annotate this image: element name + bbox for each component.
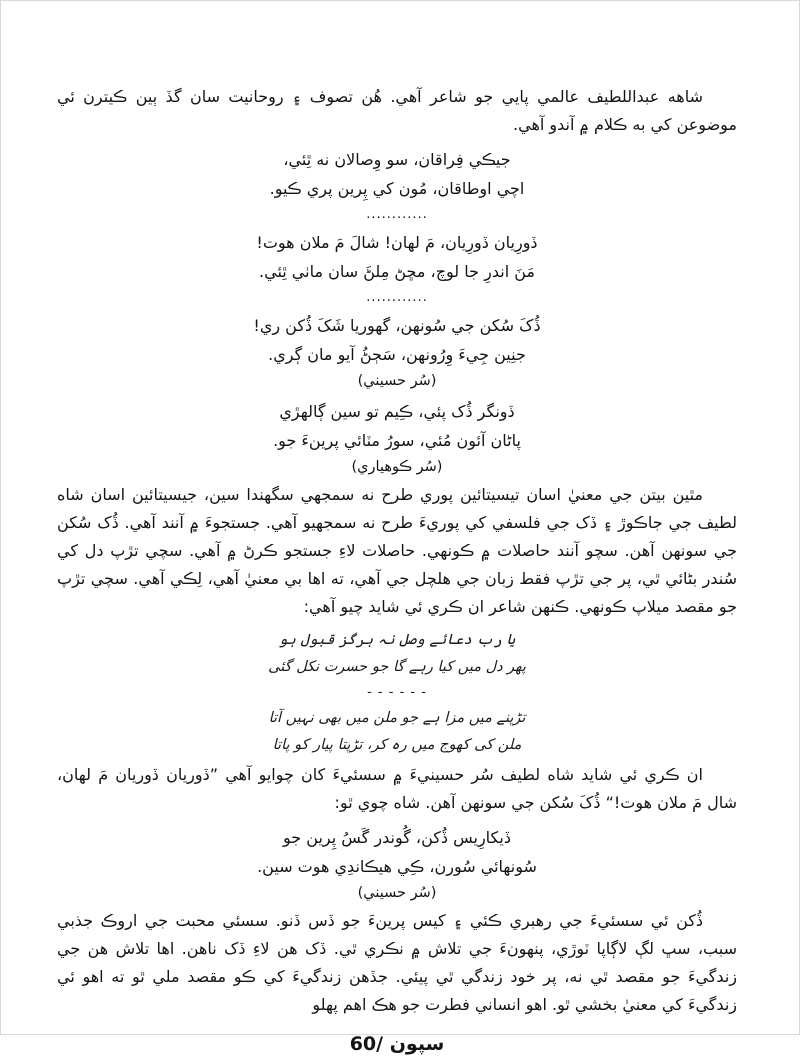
page-content <box>1 1 799 1059</box>
verse-attribution: (سُر حسيني) <box>357 885 437 901</box>
page-footer: سپون /60 <box>349 1033 445 1055</box>
dots-separator: ............ <box>366 207 428 222</box>
verse-line: جيڪي فِراقان، سو وِصالان نه ٿِئي، <box>283 150 511 169</box>
closing-paragraph: ڏُکن ئي سسئيءَ جي رهبري ڪئي ۽ کيس پرينءَ جو ڏس ڏنو. سسئي محبت جي اروڪ جذبي سبب، سڀ لڳ لاڳاپا ٽوڙي، پنهونءَ جي تلاش ۾ نڪري ٿي. ڏک هن لاءِ ڏک ناهن. اها تلاش هن جي زندگيءَ جو مقصد ٿي نه، پر خود زندگي ٿي پيئي. جڏهن زندگيءَ کي ڪو مقصد ملي ٿو ته اهو ئي زندگيءَ کي معنيٰ بخشي ٿو. اهو انساني فطرت جو هڪ اهم پهلو <box>57 911 737 1014</box>
verse-line: ڏُکَ سُکن جي سُونهن، گهوريا شَکَ ڏُکن ري! <box>253 316 541 335</box>
urdu-verse-line: پھر دل ميں کيا رہے گا جو حسرت نکل گئی <box>268 659 526 675</box>
sindhi-verse-3 <box>57 311 737 393</box>
verse-line: پاڻان آئون مُئي، سورُ مٽائي پرينءَ جو. <box>273 431 521 450</box>
verse-attribution: (سُر حسيني) <box>357 373 437 389</box>
verse-line: اچي اوطاقان، مُون کي پِرين پري ڪيو. <box>269 179 525 198</box>
verse-attribution: (سُر ڪوهياري) <box>351 459 443 475</box>
sindhi-verse-1 <box>57 145 737 203</box>
verse-line: سُونهائي سُورن، ڪِي هيڪاندِي هوت سين. <box>257 857 537 876</box>
verse-line: جنِين جِيءَ وِرُونهن، سَڄڻُ آيو مان ڳري. <box>268 345 526 364</box>
dashes-separator: - - - - - - <box>367 685 427 700</box>
verse-line: ڏونگر ڏُک پئي، ڪِيم تو سين ڳالهڙي <box>279 402 515 421</box>
sindhi-verse-4 <box>57 397 737 479</box>
verse-line: ڏورِيان ڏورِيان، مَ لهان! شالَ مَ ملان هوت! <box>256 233 538 252</box>
urdu-verse-line: يا رب دعائے وصل نہ ہرگز قبول ہو <box>278 632 516 648</box>
intro-paragraph: شاهه عبداللطيف عالمي پايي جو شاعر آهي. هُن تصوف ۽ روحانيت سان گڏ ٻين ڪيترن ئي موضوعن کي به ڪلام ۾ آندو آهي. <box>57 87 737 134</box>
urdu-verse-line: تڑپنے ميں مزا ہے جو ملن ميں بھی نہيں آتا <box>268 710 526 726</box>
urdu-verse-line: ملن کی کھوج ميں رہ کر، تڑپتا پيار کو پاتا <box>272 737 522 753</box>
commentary-paragraph: مٿين بيتن جي معنيٰ اسان تيسيتائين پوري طرح نه سمجهي سگهندا سين، جيسيتائين اسان شاه لطيف جي جاڪوڙ ۽ ڏک جي فلسفي کي پوريءَ طرح نه سمجهيو آهي. جستجوءَ ۾ آنند آهي. ڏُک سُکن جي سونهن آهن. سچو آنند حاصلات ۾ ڪونهي. حاصلات لاءِ جستجو ڪرڻ ۾ آهي. سچي تڙپ دل کي سُندر بڻائي ٿي، پر جي تڙپ فقط زبان جي هلچل جي آهي، ته اها بي معنيٰ آهي، لِڪي آهي. سچي تڙپ جو مقصد ميلاپ ڪونهي. ڪنهن شاعر ان ڪري ئي شايد چيو آهي: <box>57 485 737 616</box>
sindhi-verse-2 <box>57 228 737 286</box>
dots-separator: ............ <box>366 290 428 305</box>
urdu-couplet-1 <box>57 627 737 681</box>
urdu-couplet-2 <box>57 705 737 759</box>
verse-line: ڏيکارِيس ڏُکن، گُوندر گَسُ پِرين جو <box>283 828 511 847</box>
transition-paragraph: ان ڪري ئي شايد شاه لطيف سُر حسينيءَ ۾ سسئيءَ کان چوايو آهي ”ڏوريان ڏوريان مَ لهان، شال مَ ملان هوت!“ ڏُکَ سُکن جي سونهن آهن. شاه چوي ٿو: <box>57 765 737 812</box>
verse-line: مَنَ اندرِ جا لوچ، مڇڻ مِلڻَ سان ماٺي ٿِئي. <box>259 262 535 281</box>
sindhi-verse-5 <box>57 823 737 905</box>
